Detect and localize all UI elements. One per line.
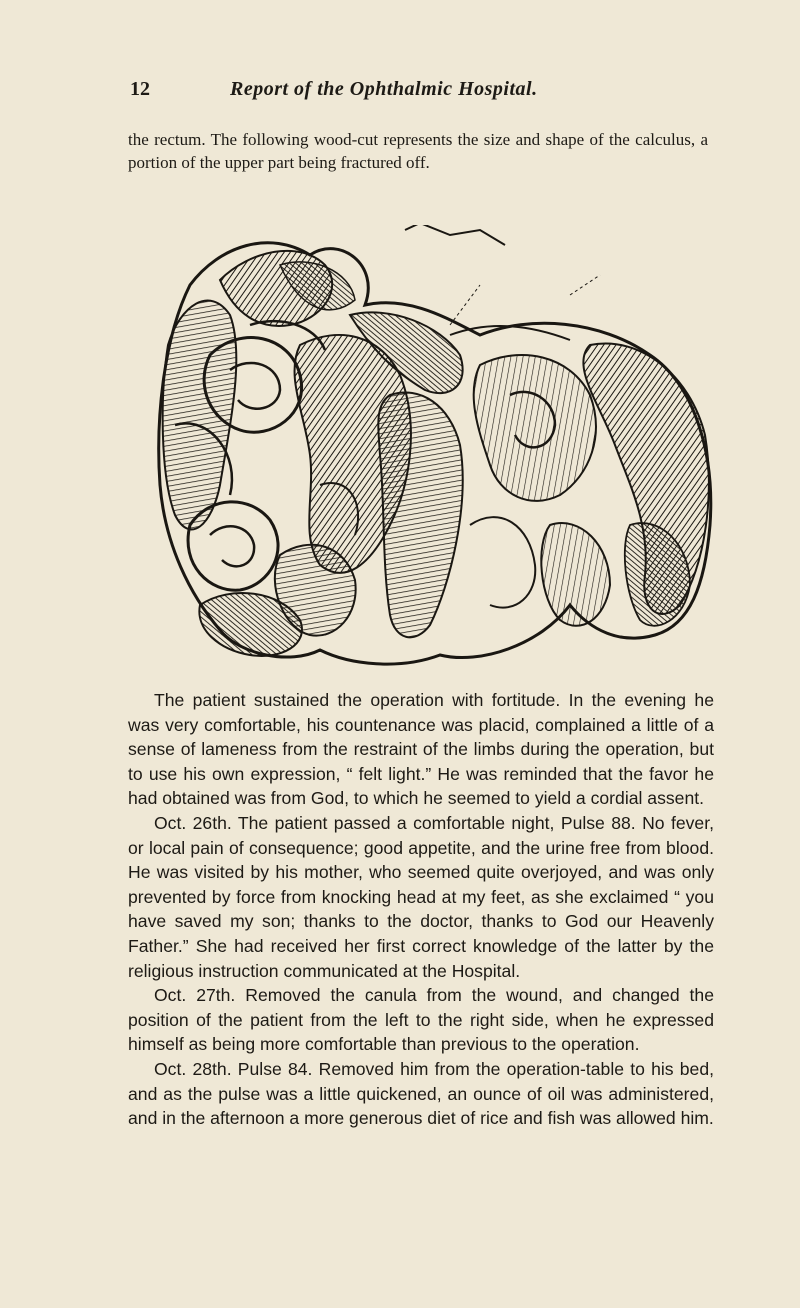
page-header [130, 78, 690, 108]
intro-paragraph: the rectum. The following wood-cut represents the size and shape of the calculus, a portion of the upper part being fractured off. [128, 130, 708, 172]
body-text [128, 688, 714, 1131]
paragraph-oct-28: Oct. 28th. Pulse 84. Removed him from the operation-table to his bed, and as the pulse was a little quickened, an ounce of oil was administered, and in the afternoon a more generous diet of rice and fish was allowed him. [128, 1058, 714, 1129]
paragraph-oct-26: Oct. 26th. The patient passed a comfortable night, Pulse 88. No fever, or local pain of consequence; good appetite, and the urine free from blood. He was visited by his mother, who seemed quite overjoyed, and was only prevented by force from knocking head at my feet, as she exclaimed “ you have saved my son; thanks to the doctor, thanks to God our Heavenly Father.” She had received her first correct knowledge of the latter by the religious instruction communicated at the Hospital. [128, 812, 714, 981]
paragraph-operation: The patient sustained the operation with fortitude. In the evening he was very comfortable, his countenance was placid, complained a little of a sense of lameness from the restraint of the limbs during the operation, but to use his own expression, “ felt light.” He was reminded that the favor he had obtained was from God, to which he seemed to yield a cordial assent. [128, 690, 714, 809]
running-title: Report of the Ophthalmic Hospital. [230, 78, 538, 100]
paragraph-oct-27: Oct. 27th. Removed the canula from the wound, and changed the position of the patient from the left to the right side, when he expressed himself as being more comfortable than previous to the operation. [128, 985, 714, 1055]
page-number: 12 [130, 78, 150, 100]
calculus-woodcut-figure [150, 225, 715, 670]
calculus-woodcut-illustration [150, 225, 715, 670]
